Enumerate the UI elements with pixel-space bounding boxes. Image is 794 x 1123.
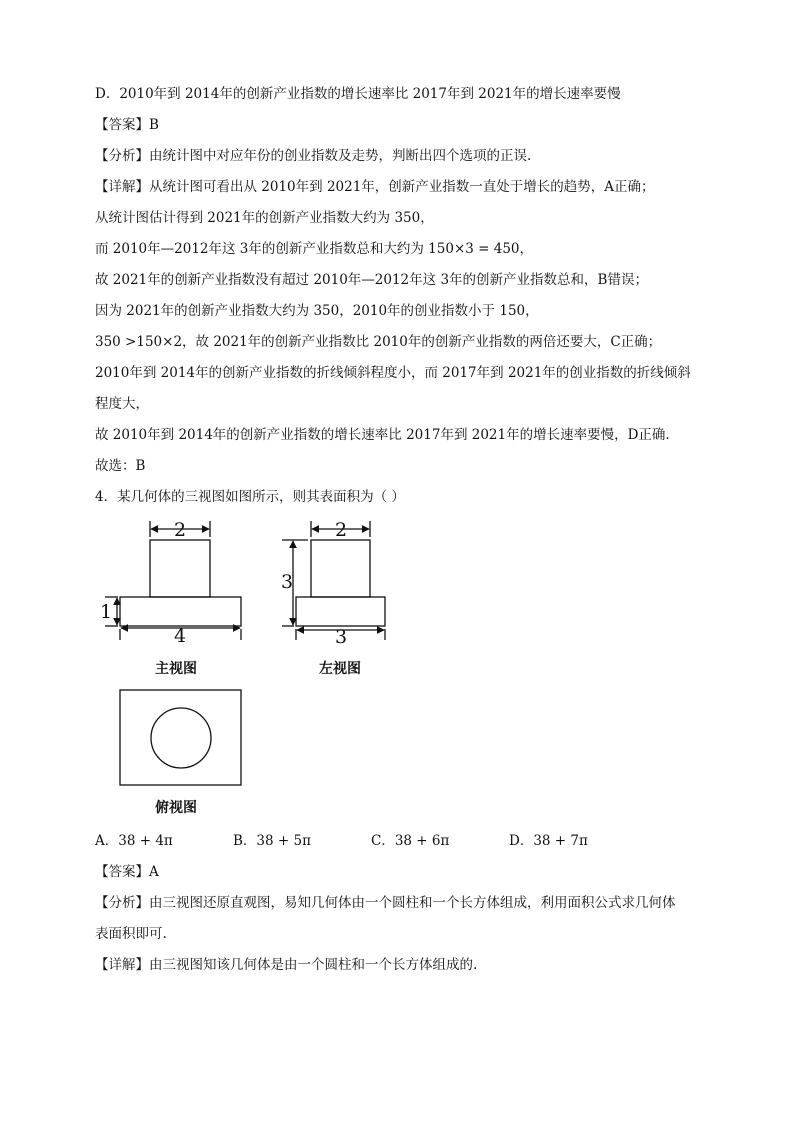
top-view-caption: 俯视图 xyxy=(155,800,197,816)
text-line: 表面积即可. xyxy=(95,926,167,942)
text-line: 而 2010年—2012年这 3年的创新产业指数总和大约为 150×3 = 450， xyxy=(95,241,534,257)
front-view-base-rect xyxy=(120,597,241,626)
option-d: D．38 + 7π xyxy=(509,833,588,849)
front-view-top-rect xyxy=(150,540,210,597)
text-line: 350 >150×2，故 2021年的创新产业指数比 2010年的创新产业指数的两倍还要大，C正确； xyxy=(95,334,662,350)
text-line: D．2010年到 2014年的创新产业指数的增长速率比 2017年到 2021年的增长速率要慢 xyxy=(95,86,621,102)
option-c: C．38 + 6π xyxy=(371,833,450,849)
option-b: B．38 + 5π xyxy=(233,833,311,849)
analysis-line: 【分析】由统计图中对应年份的创业指数及走势，判断出四个选项的正误. xyxy=(95,148,532,164)
detail-line: 【详解】由三视图知该几何体是由一个圆柱和一个长方体组成的. xyxy=(95,957,478,973)
side-view-base-rect xyxy=(296,597,385,626)
text-line: 从统计图估计得到 2021年的创新产业指数大约为 350， xyxy=(95,210,434,226)
top-view-rect xyxy=(120,690,241,785)
text-line: 因为 2021年的创新产业指数大约为 350，2010年的创业指数小于 150， xyxy=(95,303,539,319)
side-view-top-rect xyxy=(311,540,370,597)
front-top-dim-label: 2 xyxy=(173,519,187,541)
option-a: A．38 + 4π xyxy=(95,833,173,849)
front-base-dim-label: 4 xyxy=(173,625,187,647)
text-line: 故 2010年到 2014年的创新产业指数的增长速率比 2017年到 2021年的增长速率要慢，D正确. xyxy=(95,427,670,443)
text-line: 故 2021年的创新产业指数没有超过 2010年—2012年这 3年的创新产业指数总和，B错误； xyxy=(95,272,648,288)
analysis-line: 【分析】由三视图还原直观图，易知几何体由一个圆柱和一个长方体组成，利用面积公式求几何体 xyxy=(95,895,676,911)
text-line: 2010年到 2014年的创新产业指数的折线倾斜程度小，而 2017年到 2021年的创业指数的折线倾斜 xyxy=(95,365,691,381)
text-line: 程度大， xyxy=(95,396,149,412)
side-base-dim-label: 3 xyxy=(334,626,348,648)
side-top-dim-label: 2 xyxy=(334,519,348,541)
three-view-figure xyxy=(0,510,794,830)
choice-line: 故选：B xyxy=(95,458,146,474)
top-view-circle xyxy=(151,708,211,768)
answer-line: 【答案】B xyxy=(95,117,159,133)
answer-line: 【答案】A xyxy=(95,864,159,880)
detail-line: 【详解】从统计图可看出从 2010年到 2021年，创新产业指数一直处于增长的趋势，A正确； xyxy=(95,179,655,195)
front-view-caption: 主视图 xyxy=(155,661,197,677)
side-height-dim-label: 3 xyxy=(280,571,294,593)
front-height-dim-label: 1 xyxy=(99,601,113,623)
side-view-caption: 左视图 xyxy=(319,661,361,677)
question-line: 4．某几何体的三视图如图所示，则其表面积为（ ） xyxy=(95,489,405,505)
